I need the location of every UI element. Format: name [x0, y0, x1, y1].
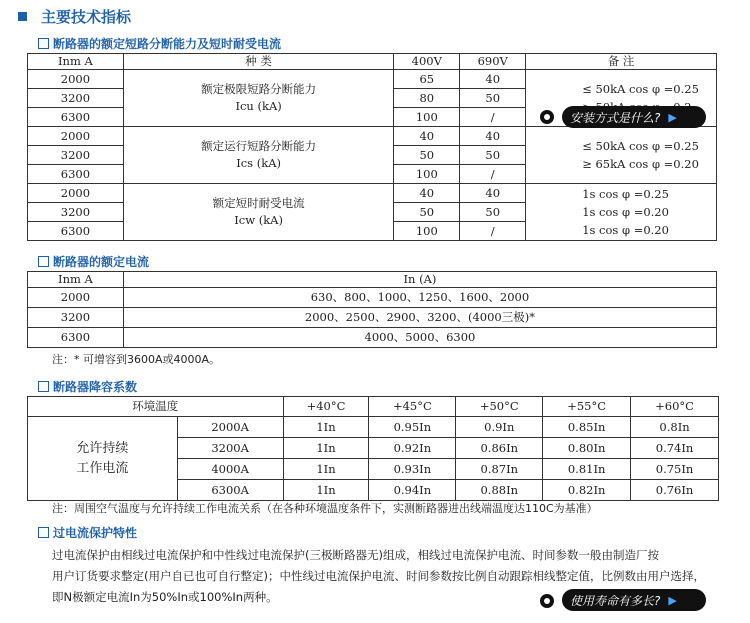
value-cell: /	[460, 108, 526, 127]
inm-cell: 6300	[28, 222, 124, 241]
inm-cell: 3200	[28, 203, 124, 222]
col-header-temp: +45°C	[369, 397, 456, 417]
hotspot-dot-icon[interactable]	[540, 110, 554, 124]
row-label-continuous-current: 允许持续 工作电流	[28, 417, 178, 501]
square-bullet-icon	[18, 12, 27, 21]
factor-cell: 0.95In	[369, 417, 456, 438]
value-cell: 100	[394, 165, 460, 184]
col-header-inm: Inm A	[28, 272, 124, 288]
inm-cell: 2000	[28, 127, 124, 146]
inm-cell: 6300	[28, 165, 124, 184]
col-header-temp: +60°C	[631, 397, 719, 417]
factor-cell: 0.9In	[456, 417, 543, 438]
factor-cell: 0.85In	[543, 417, 631, 438]
factor-cell: 0.94In	[369, 480, 456, 501]
factor-cell: 1In	[283, 480, 369, 501]
inm-cell: 6300	[28, 108, 124, 127]
inm-cell: 2000A	[177, 417, 283, 438]
value-cell: 40	[460, 184, 526, 203]
factor-cell: 0.88In	[456, 480, 543, 501]
factor-cell: 0.93In	[369, 459, 456, 480]
derating-note: 注：周围空气温度与允许持续工作电流关系（在各种环境温度条件下，实测断路器进出线端温度达110C为基准）	[52, 502, 598, 515]
inm-cell: 6300	[28, 328, 124, 348]
value-cell: 50	[460, 203, 526, 222]
section-title-rated-current: 断路器的额定电流	[38, 253, 149, 270]
rated-current-table	[27, 271, 717, 348]
question-bubble-install[interactable]: 安装方式是什么? ▶	[562, 106, 706, 128]
value-cell: 40	[394, 127, 460, 146]
main-title: 主要技术指标	[18, 6, 131, 27]
type-cell: 额定短时耐受电流 Icw (kA)	[123, 184, 393, 241]
value-cell: 50	[394, 203, 460, 222]
arrow-right-icon: ▶	[668, 110, 677, 124]
value-cell: 100	[394, 108, 460, 127]
factor-cell: 1In	[283, 417, 369, 438]
current-values-cell: 2000、2500、2900、3200、(4000三极)*	[123, 308, 716, 328]
col-header-in: In (A)	[123, 272, 716, 288]
rated-current-note: 注：* 可增容到3600A或4000A。	[52, 353, 221, 366]
factor-cell: 1In	[283, 459, 369, 480]
remark-cell: ≤ 50kA cos φ =0.25	[526, 70, 717, 127]
type-cell: 额定极限短路分断能力 Icu (kA)	[123, 70, 393, 127]
factor-cell: 0.74In	[631, 438, 719, 459]
value-cell: 65	[394, 70, 460, 89]
value-cell: 80	[394, 89, 460, 108]
inm-cell: 6300A	[177, 480, 283, 501]
remark-cell: ≤ 50kA cos φ =0.25 ≥ 65kA cos φ =0.20	[526, 127, 717, 184]
type-cell: 额定运行短路分断能力 Ics (kA)	[123, 127, 393, 184]
col-header-temp: +40°C	[283, 397, 369, 417]
inm-cell: 2000	[28, 70, 124, 89]
overcurrent-paragraph: 过电流保护由相线过电流保护和中性线过电流保护(三极断路器无)组成，相线过电流保护电流、时间参数一般由制造厂按 用户订货要求整定(用户自已也可自行整定)；中性线过电流保护电流、时间参数按比例自动跟踪相线整定值，比例数由用户选择， 即N极额定电流In为50%In或100%In两种。	[52, 548, 705, 604]
value-cell: /	[460, 165, 526, 184]
value-cell: 50	[394, 146, 460, 165]
question-bubble-lifetime[interactable]: 使用寿命有多长? ▶	[562, 589, 706, 611]
arrow-right-icon: ▶	[668, 593, 677, 607]
inm-cell: 2000	[28, 184, 124, 203]
factor-cell: 1In	[283, 438, 369, 459]
inm-cell: 3200	[28, 146, 124, 165]
factor-cell: 0.92In	[369, 438, 456, 459]
value-cell: 40	[460, 127, 526, 146]
checkbox-square-icon	[38, 38, 49, 49]
col-header-temp: +50°C	[456, 397, 543, 417]
inm-cell: 3200	[28, 89, 124, 108]
factor-cell: 0.82In	[543, 480, 631, 501]
col-header-temp: +55°C	[543, 397, 631, 417]
checkbox-square-icon	[38, 527, 49, 538]
col-header-inm: Inm A	[28, 54, 124, 70]
checkbox-square-icon	[38, 381, 49, 392]
col-header-400v: 400V	[394, 54, 460, 70]
current-values-cell: 4000、5000、6300	[123, 328, 716, 348]
col-header-type: 种 类	[123, 54, 393, 70]
derating-table	[27, 396, 719, 501]
value-cell: /	[460, 222, 526, 241]
factor-cell: 0.75In	[631, 459, 719, 480]
value-cell: 100	[394, 222, 460, 241]
inm-cell: 2000	[28, 288, 124, 308]
checkbox-square-icon	[38, 256, 49, 267]
factor-cell: 0.80In	[543, 438, 631, 459]
col-header-remark: 备 注	[526, 54, 717, 70]
factor-cell: 0.81In	[543, 459, 631, 480]
remark-cell: 1s cos φ =0.25 1s cos φ =0.20 1s cos φ =0.20	[526, 184, 717, 241]
factor-cell: 0.86In	[456, 438, 543, 459]
inm-cell: 4000A	[177, 459, 283, 480]
inm-cell: 3200A	[177, 438, 283, 459]
section-title-overcurrent: 过电流保护特性	[38, 524, 137, 541]
factor-cell: 0.76In	[631, 480, 719, 501]
factor-cell: 0.87In	[456, 459, 543, 480]
col-header-690v: 690V	[460, 54, 526, 70]
value-cell: 50	[460, 89, 526, 108]
section-title-derating: 断路器降容系数	[38, 378, 137, 395]
value-cell: 40	[394, 184, 460, 203]
breaking-capacity-table	[27, 53, 717, 241]
hotspot-dot-icon[interactable]	[540, 594, 554, 608]
inm-cell: 3200	[28, 308, 124, 328]
factor-cell: 0.8In	[631, 417, 719, 438]
current-values-cell: 630、800、1000、1250、1600、2000	[123, 288, 716, 308]
value-cell: 50	[460, 146, 526, 165]
section-title-breaking-capacity: 断路器的额定短路分断能力及短时耐受电流	[38, 35, 281, 52]
col-header-env-temp: 环境温度	[28, 397, 284, 417]
value-cell: 40	[460, 70, 526, 89]
